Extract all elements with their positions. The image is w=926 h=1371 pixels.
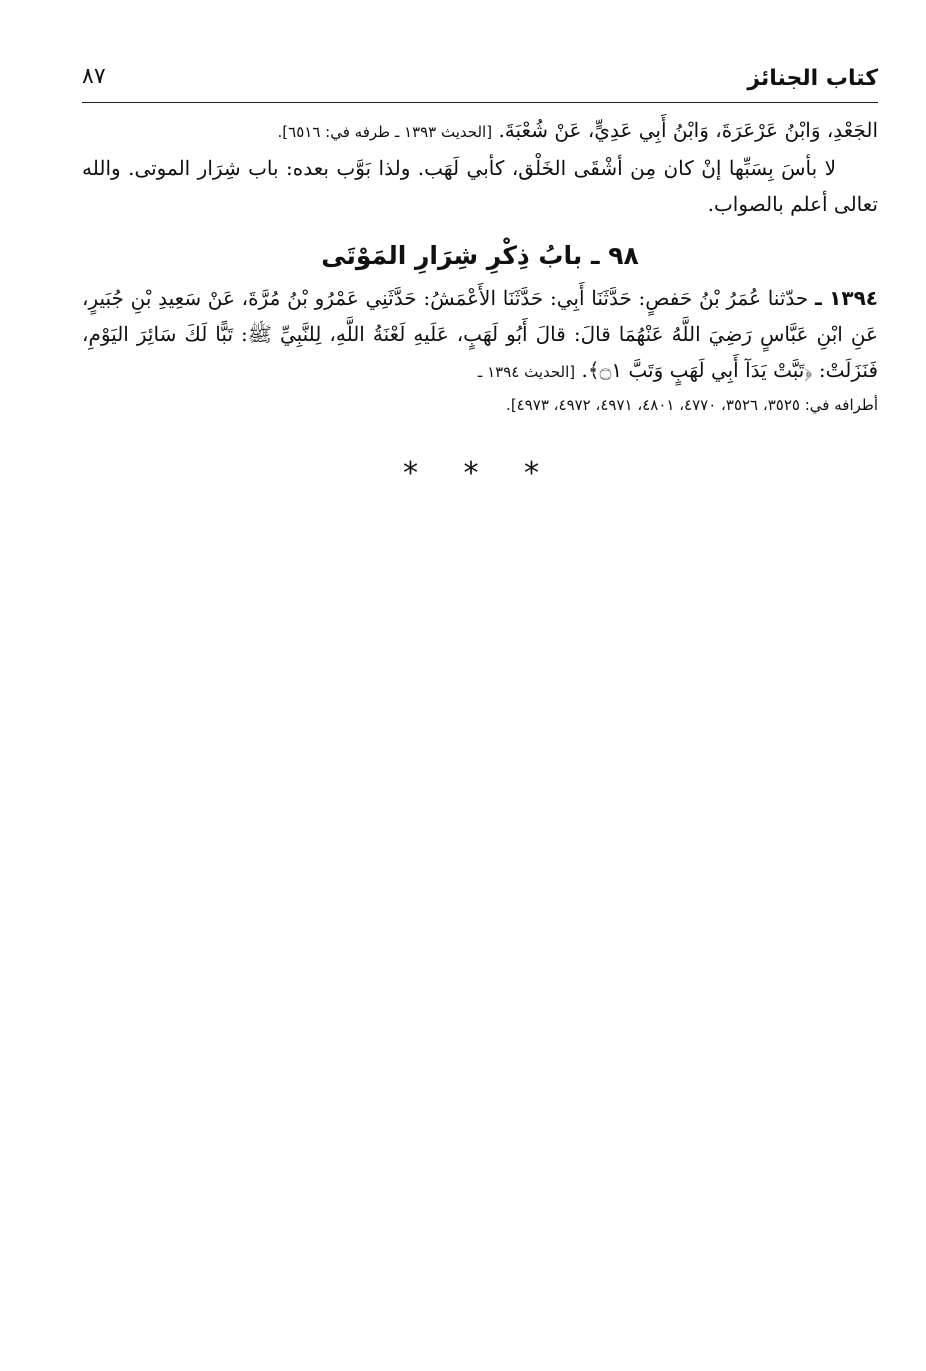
hadith-text: حدّثنا عُمَرُ بْنُ حَفصٍ: حَدَّثَنَا أَبِي: حَدَّثَنَا الأَعْمَشُ: حَدَّثَنِي عَمْرُو بْنُ مُرَّةَ، عَنْ سَعِيدِ بْنِ جُبَيرٍ، عَنِ ابْنِ عَبَّاسٍ رَضِيَ اللَّهُ عَنْهُمَا قالَ: قالَ أَبُو لَهَبٍ، عَلَيهِ لَعْنَةُ اللَّهِ، لِلنَّبِيِّ ﷺ: تَبًّا لَكَ سَائِرَ اليَوْمِ، فَنَزَلَتْ: ﴿تَبَّتْ يَدَآ أَبِي لَهَبٍ وَتَبَّ ۝١﴾. xyxy=(82,286,878,382)
continued-text: الجَعْدِ، وَابْنُ عَرْعَرَةَ، وَابْنُ أَبِي عَدِيٍّ، عَنْ شُعْبَةَ. xyxy=(498,118,878,142)
running-header xyxy=(82,62,878,103)
commentary-paragraph: لا بأسَ بِسَبِّها إنْ كان مِن أشْقَى الخَلْق، كأبي لَهَب. ولذا بَوَّب بعده: باب شِرَار الموتى. والله تعالى أعلم بالصواب. xyxy=(82,156,878,216)
hadith-cross-references: أطرافه في: ٣٥٢٥، ٣٥٢٦، ٤٧٧٠، ٤٨٠١، ٤٩٧١، ٤٩٧٢، ٤٩٧٣]. xyxy=(506,396,878,414)
book-title: كتاب الجنائز xyxy=(747,66,878,91)
section-separator: * * * xyxy=(402,456,558,491)
chapter-heading: ٩٨ ـ بابُ ذِكْرِ شِرَارِ المَوْتَى xyxy=(321,241,639,270)
hadith-reference: [الحديث ١٣٩٣ ـ طرفه في: ٦٥١٦]. xyxy=(277,123,493,141)
continued-paragraph xyxy=(82,112,878,150)
hadith-paragraph xyxy=(82,280,878,390)
hadith-reference: [الحديث ١٣٩٤ ـ xyxy=(477,363,576,381)
hadith-number: ١٣٩٤ ـ xyxy=(815,286,878,310)
page-number: ٨٧ xyxy=(82,64,106,89)
page-content xyxy=(82,112,878,491)
